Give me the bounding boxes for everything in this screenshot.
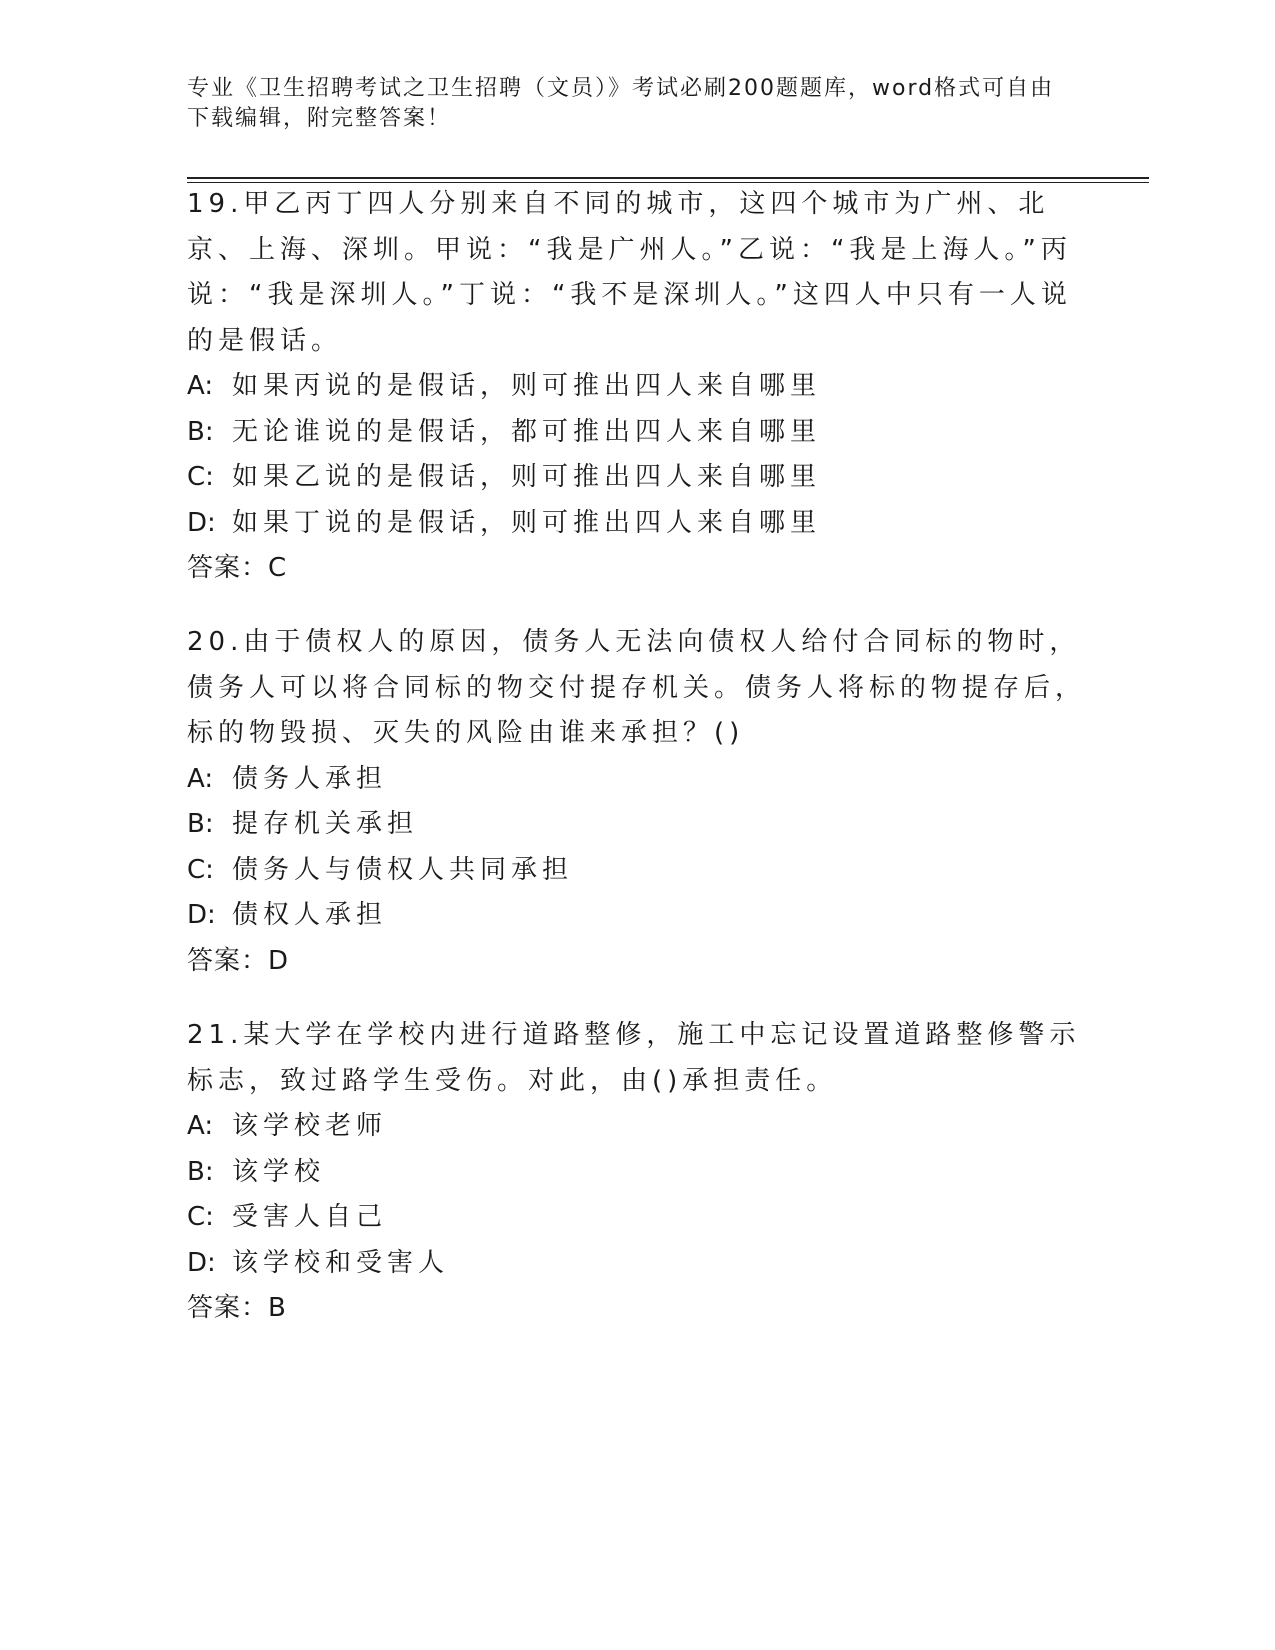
option-list	[187, 757, 1087, 939]
option-text: 提存机关承担	[232, 809, 419, 839]
option-d	[187, 893, 1087, 939]
option-key: D:	[187, 1247, 216, 1278]
option-list	[187, 364, 1087, 546]
option-list	[187, 1104, 1087, 1286]
option-a	[187, 364, 1087, 410]
header-note: 专业《卫生招聘考试之卫生招聘（文员）》考试必刷200题题库，word格式可自由下载编辑，附完整答案！	[187, 76, 1055, 131]
option-text: 受害人自己	[232, 1202, 388, 1232]
option-key: D:	[187, 507, 216, 538]
question-stem: 21.某大学在学校内进行道路整修，施工中忘记设置道路整修警示标志，致过路学生受伤。对此，由()承担责任。	[187, 1020, 1081, 1096]
answer-line: 答案：B	[187, 1293, 287, 1323]
option-b	[187, 1150, 1087, 1196]
option-key: B:	[187, 416, 214, 447]
answer-line: 答案：C	[187, 553, 288, 583]
option-key: C:	[187, 854, 214, 885]
option-text: 无论谁说的是假话，都可推出四人来自哪里	[232, 416, 822, 447]
option-c	[187, 455, 1087, 501]
option-key: D:	[187, 900, 216, 930]
option-text: 债务人与债权人共同承担	[232, 854, 574, 885]
option-text: 该学校和受害人	[232, 1247, 450, 1278]
option-key: B:	[187, 809, 214, 839]
option-b	[187, 802, 1087, 848]
option-d	[187, 501, 1087, 547]
header-divider-thick	[187, 177, 1149, 179]
option-c	[187, 848, 1087, 894]
question-stem: 19.甲乙丙丁四人分别来自不同的城市，这四个城市为广州、北京、上海、深圳。甲说：“我是广州人。”乙说：“我是上海人。”丙说：“我是深圳人。”丁说：“我不是深圳人。”这四人中只有一人说的是假话。	[187, 189, 1072, 356]
option-text: 债权人承担	[232, 900, 388, 930]
option-b	[187, 410, 1087, 456]
option-key: A:	[187, 763, 214, 794]
answer-line: 答案：D	[187, 945, 290, 976]
option-text: 该学校	[232, 1156, 326, 1187]
option-text: 如果丁说的是假话，则可推出四人来自哪里	[232, 507, 822, 538]
option-text: 如果丙说的是假话，则可推出四人来自哪里	[232, 371, 822, 401]
option-c	[187, 1195, 1087, 1241]
option-text: 如果乙说的是假话，则可推出四人来自哪里	[232, 462, 822, 492]
option-d	[187, 1241, 1087, 1287]
option-key: C:	[187, 462, 214, 492]
question-19	[187, 182, 1087, 592]
question-21	[187, 1013, 1087, 1332]
option-a	[187, 757, 1087, 803]
option-text: 债务人承担	[232, 763, 388, 794]
question-20	[187, 620, 1087, 984]
option-key: B:	[187, 1156, 214, 1187]
option-a	[187, 1104, 1087, 1150]
question-stem: 20.由于债权人的原因，债务人无法向债权人给付合同标的物时，债务人可以将合同标的物交付提存机关。债务人将标的物提存后，标的物毁损、灭失的风险由谁来承担？()	[187, 627, 1087, 748]
option-key: A:	[187, 371, 214, 401]
option-key: C:	[187, 1202, 214, 1232]
option-key: A:	[187, 1111, 214, 1141]
option-text: 该学校老师	[232, 1111, 388, 1141]
